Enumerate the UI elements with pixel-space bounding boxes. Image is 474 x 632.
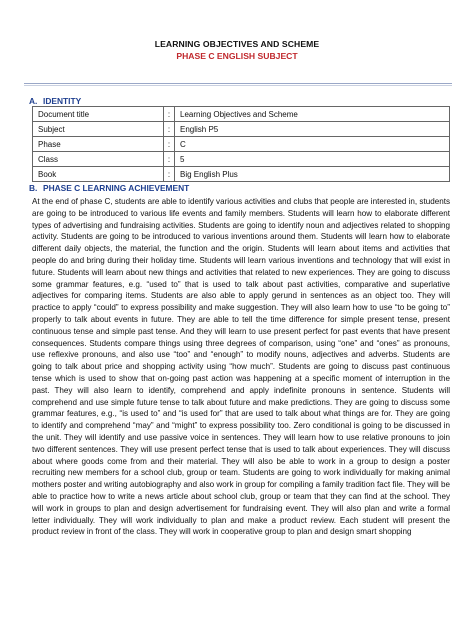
identity-key: Document title [33,107,164,122]
identity-section-title: IDENTITY [43,96,82,106]
document-title: LEARNING OBJECTIVES AND SCHEME [154,39,320,49]
identity-key: Subject [33,122,164,137]
identity-table [32,106,450,182]
header-divider [24,83,452,84]
identity-value: 5 [175,152,450,167]
identity-separator: : [164,107,175,122]
identity-key: Phase [33,137,164,152]
achievement-section-number: B. [29,183,38,193]
identity-value: Learning Objectives and Scheme [175,107,450,122]
identity-key: Book [33,167,164,182]
achievement-section-heading [29,183,189,193]
table-row [33,107,450,122]
achievement-paragraph: At the end of phase C, students are able to identify various activities and clubs that people are interested in, students are going to be introduced to various life events and family members. Students will learn how to elaborate different types of advertising and fundraising activities. Students are going to identify noun and adjectives related to shopping activity. Students are going to be introduced to various inventions around them. Students will learn how to elaborate different daily objects, the material, the function and the origin. Students will learn about items and activities that people do and bring during their holiday time. Students will learn various inventions and technology that will exist in future. Students will learn about new things and activities that related to new experiences. They are going to discuss some grammar features, e.g. “used to” that is used to talk about past activities, comparative and superlative adjectives for comparing items. Students are also able to apply gerund in sentences as an object too. They will practice to apply “could” to express possibility and make suggestion. They will also learn how to use “to be going to” properly to talk about events in future. They are able to tell the time difference for simple present tense, present continuous tense and simple past tense. And they will learn to use present perfect for past events that have present consequences. Students compare things using three degrees of comparison, using “one” and “ones” as pronouns, use reflexive pronouns, and also use “too” and “enough” to modify nouns, adjectives and adverbs. Students are going to talk about price and shopping activity using “how much”. Students are going to discuss past continuous tense which is used to show that on-going past action was happening at a specific moment of interruption in the past. They will also learn to identify, comprehend and apply indefinite pronouns in sentence. Students will comprehend and use simple future tense to talk about future and make predictions. They are going to discuss some grammar features, e.g., “is used to” and “is used for” that are used to talk about what things are for. They are going to identify and comprehend “may” and “might” to express possibility too. Zero conditional is going to be discussed in the unit. They will identify and use passive voice in sentences. They will learn how to use relative pronouns to join two different sentences. They will use present perfect tense that is used to talk about experiences. They will discuss about where goods come from and their material. They will also be able to work in a group to design a poster recruiting new members for a school club, group or team. Students are going to work individually for making animal mothers poster and writing autobiography and also work in group for compiling a family tradition fact file. They will be able to practice how to write a news article about school club, group or team that they can find at the school. They will work in groups to plan and design advertisement for fundraising event. They will also plan and write a formal letter individually. They will work individually to plan and make a product review. Each student will present the product review in front of the class. They will work in cooperative group to plan and design smart shopping [32,197,450,537]
table-row [33,122,450,137]
identity-section-number: A. [29,96,38,106]
table-row [33,167,450,182]
identity-key: Class [33,152,164,167]
identity-separator: : [164,152,175,167]
document-subtitle: PHASE C ENGLISH SUBJECT [176,51,298,61]
identity-section-heading [29,96,81,106]
identity-value: Big English Plus [175,167,450,182]
identity-separator: : [164,122,175,137]
table-row [33,137,450,152]
identity-separator: : [164,137,175,152]
header-divider-secondary [24,85,452,86]
table-row [33,152,450,167]
achievement-section-title: PHASE C LEARNING ACHIEVEMENT [43,183,190,193]
identity-separator: : [164,167,175,182]
identity-value: C [175,137,450,152]
identity-value: English P5 [175,122,450,137]
